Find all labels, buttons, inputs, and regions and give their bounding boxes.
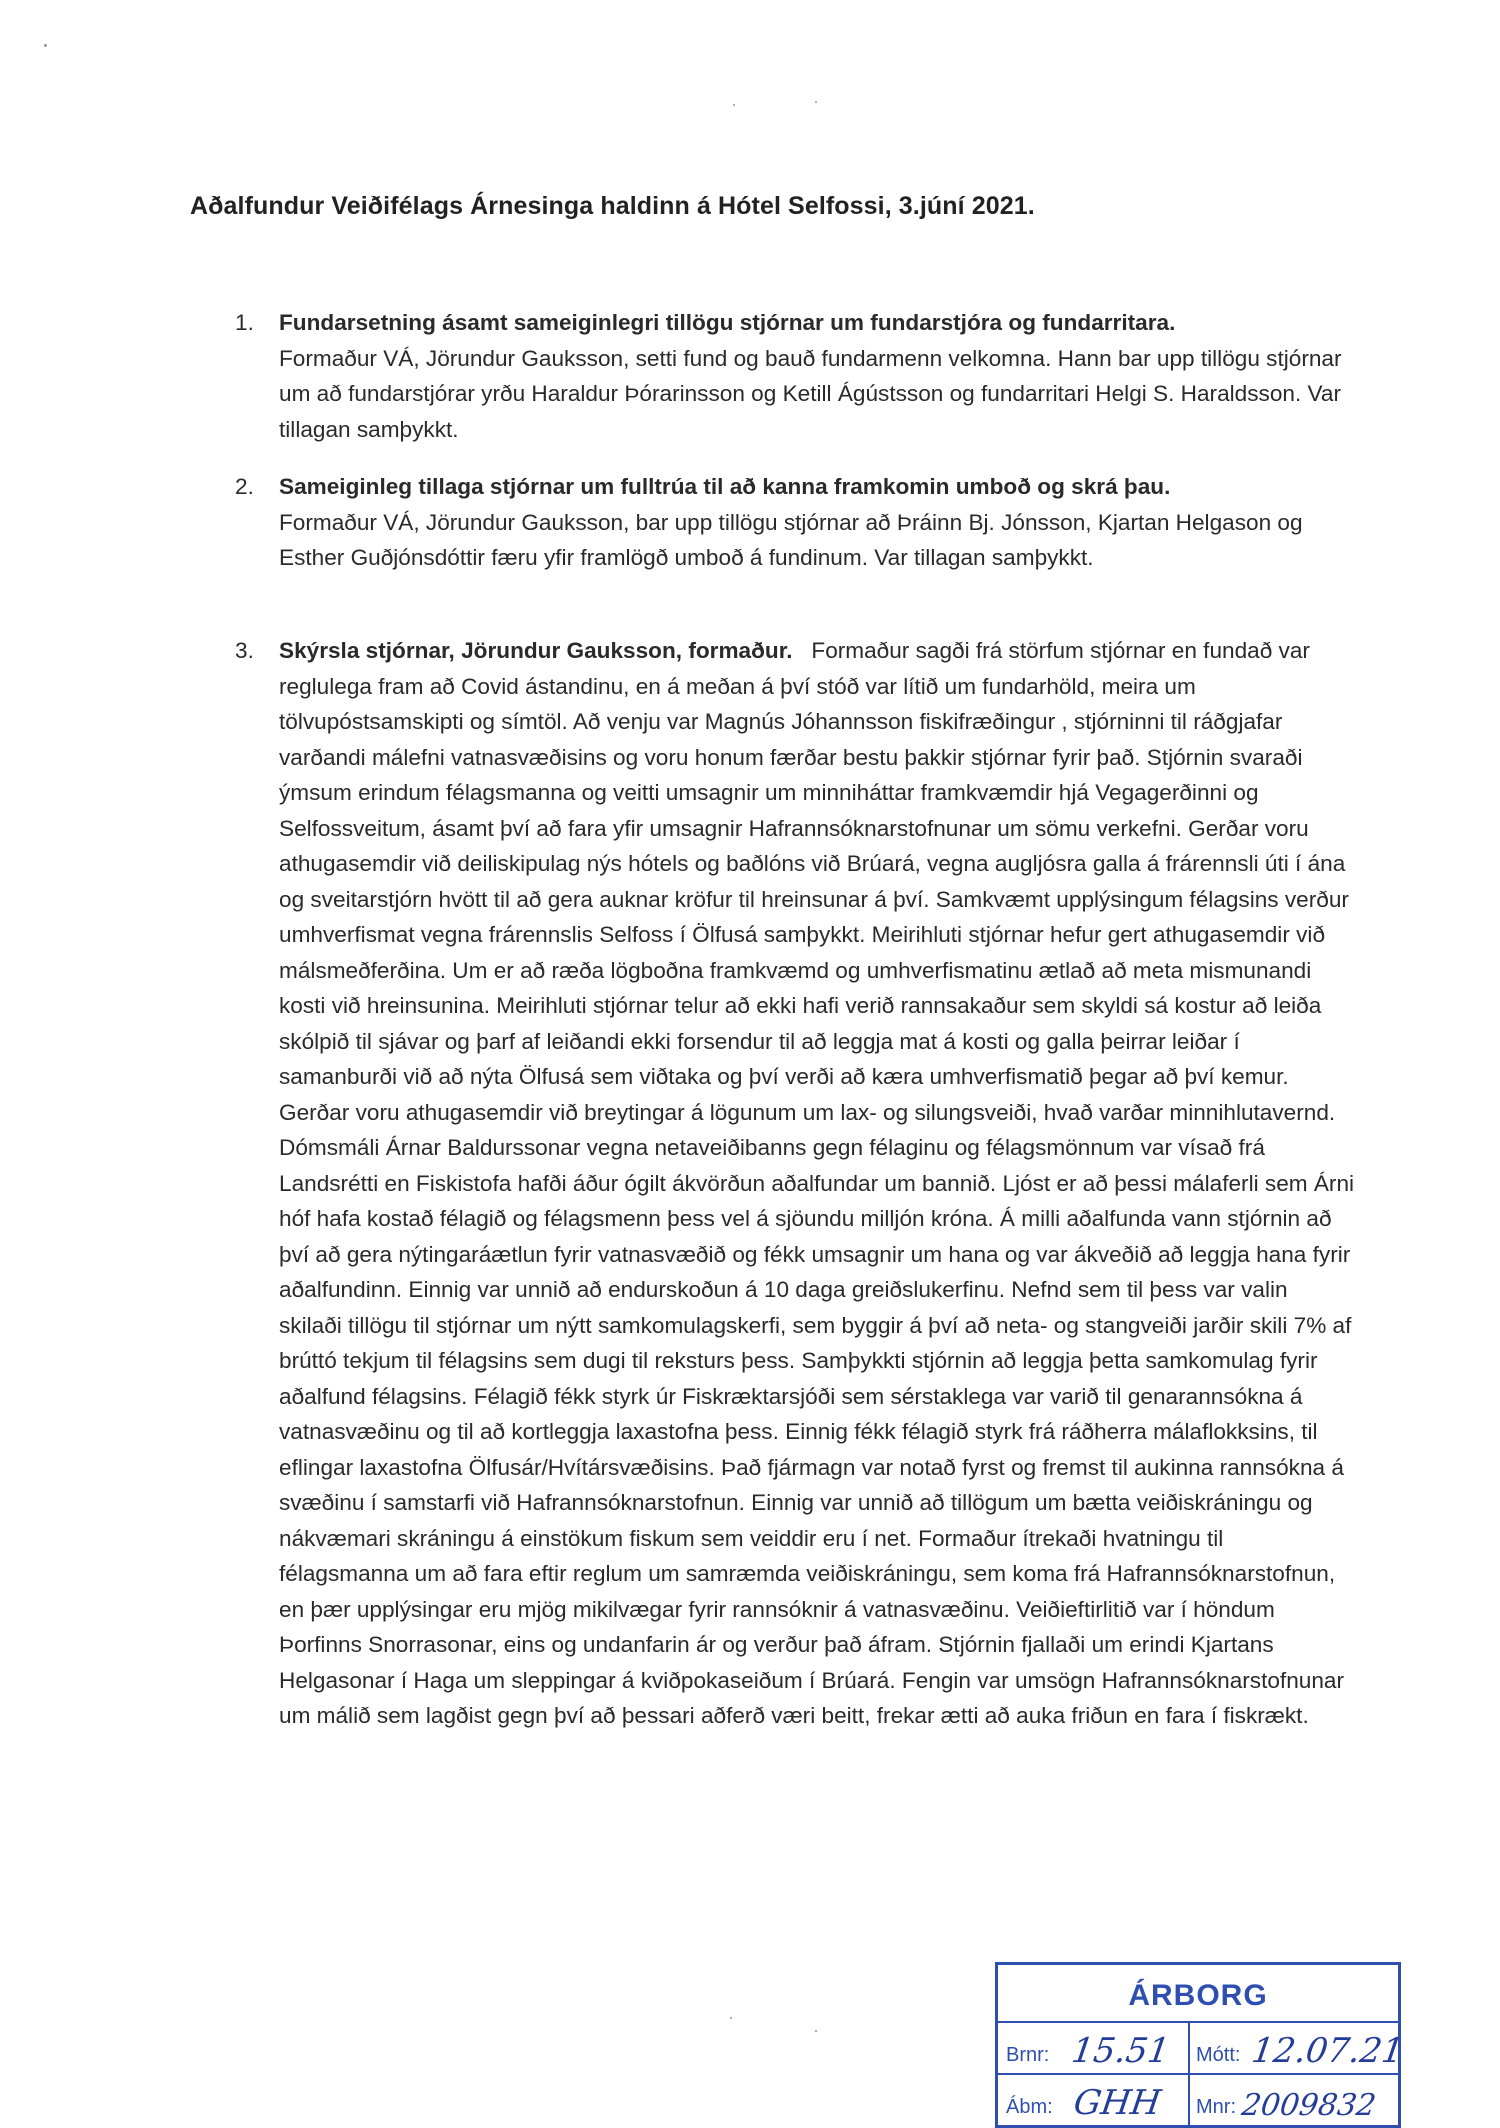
agenda-item-3 (235, 633, 1355, 1734)
stamp-label: Brnr: (1006, 2044, 1050, 2066)
scan-speck (44, 44, 47, 47)
scan-speck (733, 104, 735, 106)
stamp-cell-mnr (1190, 2075, 1398, 2125)
stamp-handwritten-value: 12.07.21 (1249, 2031, 1407, 2071)
stamp-row (998, 2023, 1407, 2075)
stamp-handwritten-value: GHH (1071, 2083, 1164, 2123)
item-text: Formaður VÁ, Jörundur Gauksson, bar upp tillögu stjórnar að Þráinn Bj. Jónsson, Kjartan Helgason og Esther Guðjónsdóttir færu yfir framlögð umboð á fundinum. Var tillagan samþykkt. (279, 509, 1303, 570)
item-heading: Sameiginleg tillaga stjórnar um fulltrúa til að kanna framkomin umboð og skrá þau. (279, 474, 1171, 499)
item-text: Formaður sagði frá störfum stjórnar en fundað var reglulega fram að Covid ástandinu, en á meðan á því stóð var lítið um fundarhöld, meira um tölvupóstsamskipti og símtöl. Að venju var Magnús Jóhannsson fiskifræðingur , stjórninni til ráðgjafar varðandi málefni vatnasvæðisins og voru honum færðar bestu þakkir stjórnar fyrir það. Stjórnin svaraði ýmsum erindum félagsmanna og veitti umsagnir um minniháttar framkvæmdir hjá Vegagerðinni og Selfossveitum, ásamt því að fara yfir umsagnir Hafrannsóknarstofnunar um sömu verkefni. Gerðar voru athugasemdir við deiliskipulag nýs hótels og baðlóns við Brúará, vegna augljósra galla á frárennsli úti í ána og sveitarstjórn hvött til að gera auknar kröfur til hreinsunar á því. Samkvæmt upplýsingum félagsins verður umhverfismat vegna frárennslis Selfoss í Ölfusá samþykkt. Meirihluti stjórnar hefur gert athugasemdir við málsmeðferðina. Um er að ræða lögboðna framkvæmd og umhverfismatinu ætlað að meta mismunandi kosti við hreinsunina. Meirihluti stjórnar telur að ekki hafi verið rannsakaður sem skyldi sá kostur að leiða skólpið til sjávar og þarf af leiðandi ekki forsendur til að leggja mat á kosti og galla þeirrar leiðar í samanburði við að nýta Ölfusá sem viðtaka og því verði að kæra umhverfismatið þegar að því kemur. Gerðar voru athugasemdir við breytingar á lögunum um lax- og silungsveiði, hvað varðar minnihlutavernd. Dómsmáli Árnar Baldurssonar vegna netaveiðibanns gegn félaginu og félagsmönnum var vísað frá Landsrétti en Fiskistofa hafði áður ógilt ákvörðun aðalfundar um bannið. Ljóst er að þessi málaferli sem Árni hóf hafa kostað félagið og félagsmenn þess vel á sjöundu milljón króna. Á milli aðalfunda vann stjórnin að því að gera nýtingaráætlun fyrir vatnasvæðið og fékk umsagnir um hana og var ákveðið að leggja hana fyrir aðalfundinn. Einnig var unnið að endurskoðun á 10 daga greiðslukerfinu. Nefnd sem til þess var valin skilaði tillögu til stjórnar um nýtt samkomulagskerfi, sem byggir á því að neta- og stangveiði jarðir skili 7% af brúttó tekjum til félagsins sem dugi til reksturs þess. Samþykkti stjórnin að leggja þetta samkomulag fyrir aðalfund félagsins. Félagið fékk styrk úr Fiskræktarsjóði sem sérstaklega var varið til genarannsókna á vatnasvæðinu og til að kortleggja laxastofna þess. Einnig fékk félagið styrk frá ráðherra málaflokksins, til eflingar laxastofna Ölfusár/Hvítársvæðisins. Það fjármagn var notað fyrst og fremst til aukinna rannsókna á svæðinu í samstarfi við Hafrannsóknarstofnun. Einnig var unnið að tillögum um bætta veiðiskráningu og nákvæmari skráningu á einstökum fiskum sem veiddir eru í net. Formaður ítrekaði hvatningu til félagsmanna um að fara eftir reglum um samræmda veiðiskráningu, sem koma frá Hafrannsóknarstofnun, en þær upplýsingar eru mjög mikilvægar fyrir rannsóknir á vatnasvæðinu. Veiðieftirlitið var í höndum Þorfinns Snorrasonar, eins og undanfarin ár og verður það áfram. Stjórnin fjallaði um erindi Kjartans Helgasonar í Haga um sleppingar á kviðpokaseiðum í Brúará. Fengin var umsögn Hafrannsóknarstofnunar um málið sem lagðist gegn því að þessari aðferð væri beitt, frekar ætti að auka friðun en fara í fiskrækt. (279, 638, 1355, 1728)
scan-speck (815, 101, 817, 103)
stamp-handwritten-value: 2009832 (1239, 2088, 1379, 2123)
stamp-cell-mott (1190, 2023, 1407, 2073)
stamp-label: Ábm: (1006, 2096, 1053, 2118)
scan-speck (815, 2030, 817, 2032)
stamp-label: Mnr: (1196, 2096, 1236, 2118)
item-number: 3. (235, 638, 254, 663)
item-text: Formaður VÁ, Jörundur Gauksson, setti fund og bauð fundarmenn velkomna. Hann bar upp tillögu stjórnar um að fundarstjórar yrðu Haraldur Þórarinsson og Ketill Ágústsson og fundarritari Helgi S. Haraldsson. Var tillagan samþykkt. (279, 345, 1342, 442)
stamp-handwritten-value: 15.51 (1069, 2031, 1173, 2071)
item-heading: Skýrsla stjórnar, Jörundur Gauksson, formaður. (279, 638, 793, 663)
item-number: 2. (235, 474, 254, 499)
item-number: 1. (235, 310, 254, 335)
scan-speck (730, 2017, 732, 2019)
agenda-item-1 (235, 305, 1355, 447)
stamp-cell-brnr (998, 2023, 1190, 2073)
agenda-item-2 (235, 469, 1355, 576)
item-heading: Fundarsetning ásamt sameiginlegri tillögu stjórnar um fundarstjóra og fundarritara. (279, 310, 1176, 335)
document-title: Aðalfundur Veiðifélags Árnesinga haldinn á Hótel Selfossi, 3.júní 2021. (190, 192, 1035, 220)
stamp-cell-abm (998, 2075, 1190, 2125)
received-stamp (995, 1962, 1407, 2128)
stamp-municipality: ÁRBORG (1128, 1979, 1268, 2012)
stamp-header (998, 1965, 1398, 2023)
stamp-row (998, 2075, 1398, 2125)
stamp-label: Mótt: (1196, 2044, 1241, 2066)
